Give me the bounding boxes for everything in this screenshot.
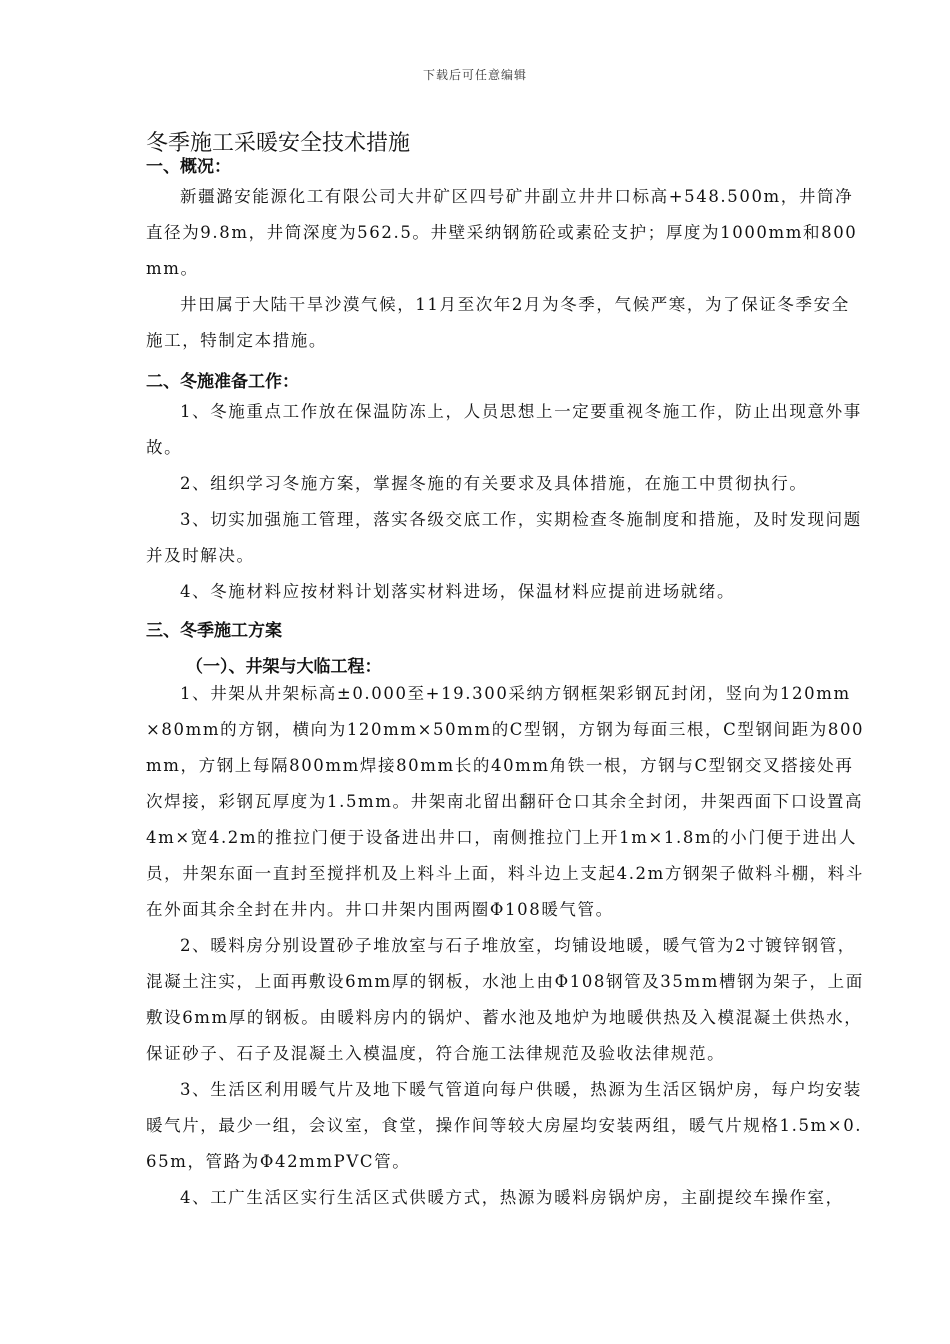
paragraph: 4、冬施材料应按材料计划落实材料进场，保温材料应提前进场就绪。 <box>180 582 736 601</box>
section-heading-plan: 三、冬季施工方案 <box>146 621 282 641</box>
paragraph: 4、工广生活区实行生活区式供暖方式，热源为暖料房锅炉房，主副提绞车操作室， <box>180 1188 844 1207</box>
paragraph: 1、冬施重点工作放在保温防冻上，人员思想上一定要重视冬施工作，防止出现意外事故。 <box>146 402 862 457</box>
paragraph: 1、井架从井架标高±0.000至+19.300采纳方钢框架彩钢瓦封闭，竖向为120mm×80mm的方钢，横向为120mm×50mm的C型钢，方钢为每面三根，C型钢间距为800mm，方钢上每隔800mm焊接80mm长的40mm角铁一根，方钢与C型钢交叉搭接处再次焊接，彩钢瓦厚度为1.5mm。井架南北留出翻矸仓口其余全封闭，井架西面下口设置高4m×宽4.2m的推拉门便于设备进出井口，南侧推拉门上开1m×1.8m的小门便于进出人员，井架东面一直封至搅拌机及上料斗上面，料斗边上支起4.2m方钢架子做料斗棚，料斗在外面其余全封在井内。井口井架内围两圈Φ108暖气管。 <box>146 684 865 919</box>
paragraph: 2、组织学习冬施方案，掌握冬施的有关要求及具体措施，在施工中贯彻执行。 <box>180 474 808 493</box>
paragraph: 井田属于大陆干旱沙漠气候，11月至次年2月为冬季，气候严寒，为了保证冬季安全施工，特制定本措施。 <box>146 295 850 350</box>
section-heading-preparation: 二、冬施准备工作： <box>146 372 299 392</box>
paragraph: 新疆潞安能源化工有限公司大井矿区四号矿井副立井井口标高+548.500m，井筒净直径为9.8m，井筒深度为562.5。井壁采纳钢筋砼或素砼支护；厚度为1000mm和800mm。 <box>146 187 858 278</box>
paragraph: 3、切实加强施工管理，落实各级交底工作，实期检查冬施制度和措施，及时发现问题并及时解决。 <box>146 510 862 565</box>
subsection-heading-derrick: （一）、井架与大临工程： <box>186 657 382 677</box>
header-note: 下载后可任意编辑 <box>422 68 527 82</box>
section-heading-overview: 一、概况： <box>146 157 231 177</box>
paragraph: 3、生活区利用暖气片及地下暖气管道向每户供暖，热源为生活区锅炉房，每户均安装暖气片，最少一组，会议室，食堂，操作间等较大房屋均安装两组，暖气片规格1.5m×0.65m，管路为Φ42mmPVC管。 <box>146 1080 863 1171</box>
document-title: 冬季施工采暖安全技术措施 <box>146 131 411 156</box>
paragraph: 2、暖料房分别设置砂子堆放室与石子堆放室，均铺设地暖，暖气管为2寸镀锌钢管，混凝土注实，上面再敷设6mm厚的钢板，水池上由Φ108钢管及35mm槽钢为架子，上面敷设6mm厚的钢板。由暖料房内的锅炉、蓄水池及地炉为地暖供热及入模混凝土供热水，保证砂子、石子及混凝土入模温度，符合施工法律规范及验收法律规范。 <box>146 936 864 1063</box>
